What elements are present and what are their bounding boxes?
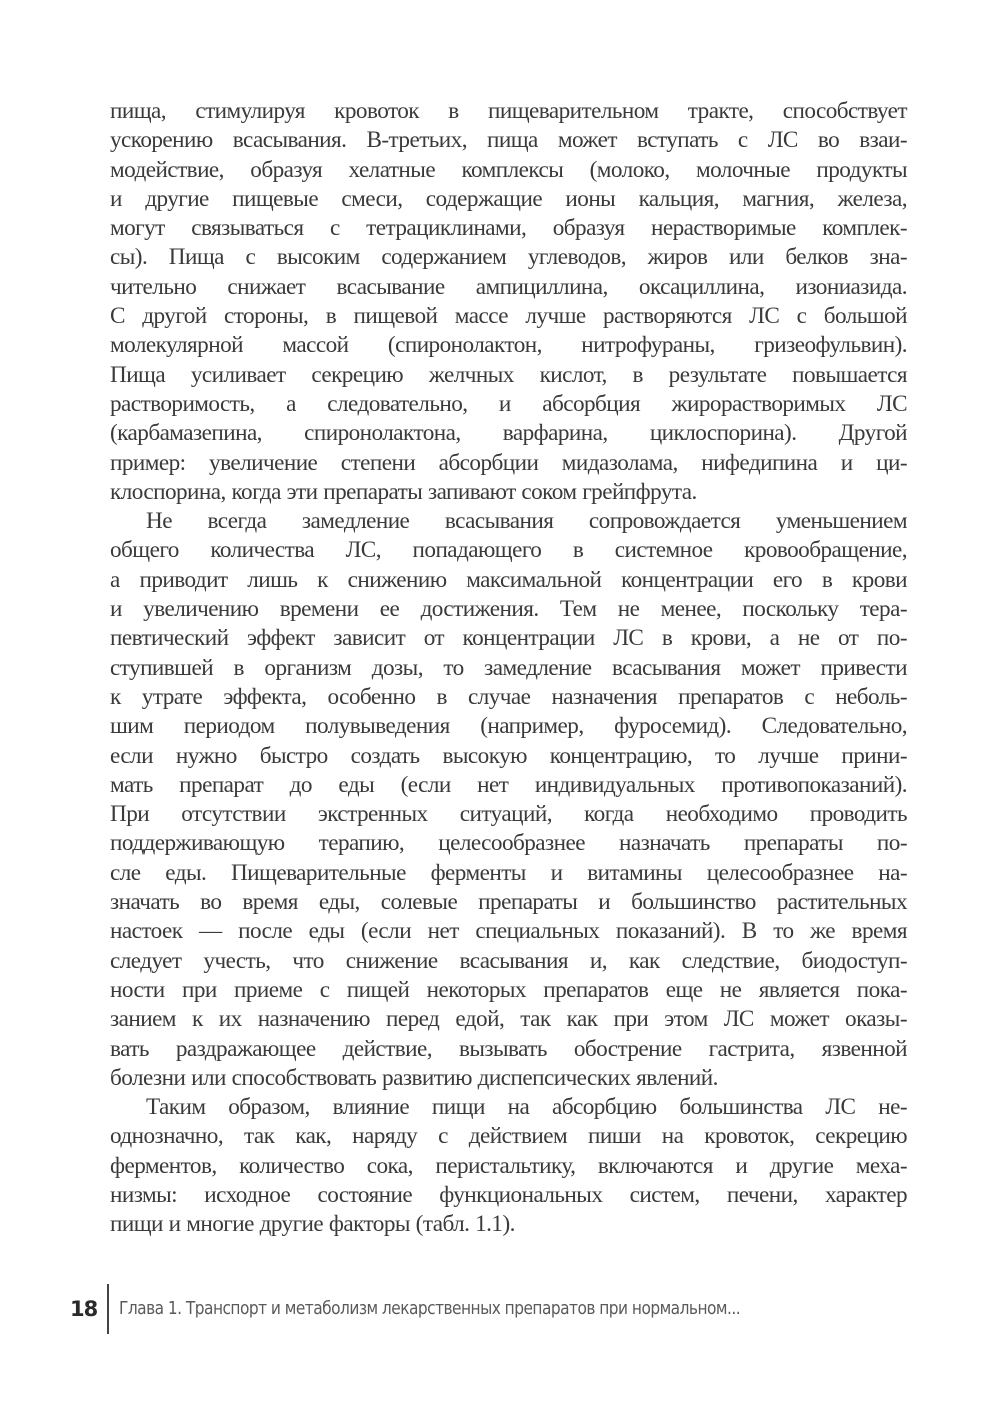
running-head: Глава 1. Транспорт и метаболизм лекарственных препаратов при нормальном... bbox=[119, 1299, 741, 1319]
body-text bbox=[110, 97, 907, 1240]
text-line: следует учесть, что снижение всасывания и, как следствие, биодоступ- bbox=[110, 947, 907, 974]
page-footer bbox=[70, 1283, 825, 1335]
text-line: пример: увеличение степени абсорбции мидазолама, нифедипина и ци- bbox=[110, 449, 907, 476]
text-line: занием к их назначению перед едой, так как при этом ЛС может оказы- bbox=[110, 1006, 907, 1033]
text-line: и увеличению времени ее достижения. Тем не менее, поскольку тера- bbox=[110, 596, 907, 623]
text-line: а приводит лишь к снижению максимальной концентрации его в крови bbox=[110, 566, 907, 593]
text-line: ности при приеме с пищей некоторых препаратов еще не является пока- bbox=[110, 976, 907, 1003]
text-line: пища, стимулируя кровоток в пищеварительном тракте, способствует bbox=[110, 98, 907, 124]
text-line: чительно снижает всасывание ампициллина, оксациллина, изониазида. bbox=[110, 273, 907, 300]
text-line: однозначно, так как, наряду с действием пиши на кровоток, секрецию bbox=[110, 1123, 907, 1150]
text-line: Таким образом, влияние пищи на абсорбцию большинства ЛС не- bbox=[146, 1094, 907, 1121]
footer-divider bbox=[107, 1284, 109, 1334]
text-line: сле еды. Пищеварительные ферменты и витамины целесообразнее на- bbox=[110, 859, 907, 886]
text-line: сы). Пища с высоким содержанием углеводов, жиров или белков зна- bbox=[110, 244, 907, 271]
text-line: мать препарат до еды (если нет индивидуальных противопоказаний). bbox=[110, 771, 907, 798]
paragraph bbox=[110, 507, 907, 1093]
text-line: Пища усиливает секрецию желчных кислот, в результате повышается bbox=[110, 361, 907, 388]
paragraph bbox=[110, 1093, 907, 1239]
text-line: к утрате эффекта, особенно в случае назначения препаратов с неболь- bbox=[110, 683, 907, 710]
text-line: могут связываться с тетрациклинами, образуя нерастворимые комплек- bbox=[110, 215, 907, 242]
text-line: шим периодом полувыведения (например, фуросемид). Следовательно, bbox=[110, 713, 907, 740]
text-line: ступившей в организм дозы, то замедление всасывания может привести bbox=[110, 654, 907, 681]
text-line: ферментов, количество сока, перистальтику, включаются и другие меха- bbox=[110, 1152, 907, 1179]
text-line: общего количества ЛС, попадающего в системное кровообращение, bbox=[110, 537, 907, 564]
text-line: При отсутствии экстренных ситуаций, когда необходимо проводить bbox=[110, 801, 907, 828]
text-line: и другие пищевые смеси, содержащие ионы кальция, магния, железа, bbox=[110, 185, 907, 212]
paragraph bbox=[110, 97, 907, 507]
page-number: 18 bbox=[70, 1297, 98, 1321]
text-line: значать во время еды, солевые препараты и большинство растительных bbox=[110, 889, 907, 916]
text-line: модействие, образуя хелатные комплексы (молоко, молочные продукты bbox=[110, 156, 907, 183]
text-line: певтический эффект зависит от концентрации ЛС в крови, а не от по- bbox=[110, 625, 907, 652]
text-line: Не всегда замедление всасывания сопровождается уменьшением bbox=[146, 508, 907, 535]
text-line: молекулярной массой (спиронолактон, нитрофураны, гризеофульвин). bbox=[110, 332, 907, 359]
text-line: если нужно быстро создать высокую концентрацию, то лучше прини- bbox=[110, 742, 907, 769]
text-line: (карбамазепина, спиронолактона, варфарина, циклоспорина). Другой bbox=[110, 420, 907, 447]
text-line: клоспорина, когда эти препараты запивают соком грейпфрута. bbox=[110, 478, 697, 505]
text-line: ускорению всасывания. В-третьих, пища может вступать с ЛС во взаи- bbox=[110, 127, 907, 154]
text-line: болезни или способствовать развитию диспепсических явлений. bbox=[110, 1064, 718, 1091]
text-line: растворимость, а следовательно, и абсорбция жирорастворимых ЛС bbox=[110, 390, 907, 417]
text-line: настоек — после еды (если нет специальных показаний). В то же время bbox=[110, 918, 907, 945]
text-line: вать раздражающее действие, вызывать обострение гастрита, язвенной bbox=[110, 1035, 907, 1062]
text-line: С другой стороны, в пищевой массе лучше растворяются ЛС с большой bbox=[110, 303, 907, 330]
text-line: низмы: исходное состояние функциональных систем, печени, характер bbox=[110, 1181, 907, 1208]
text-line: пищи и многие другие факторы (табл. 1.1). bbox=[110, 1211, 515, 1238]
text-line: поддерживающую терапию, целесообразнее назначать препараты по- bbox=[110, 830, 907, 857]
